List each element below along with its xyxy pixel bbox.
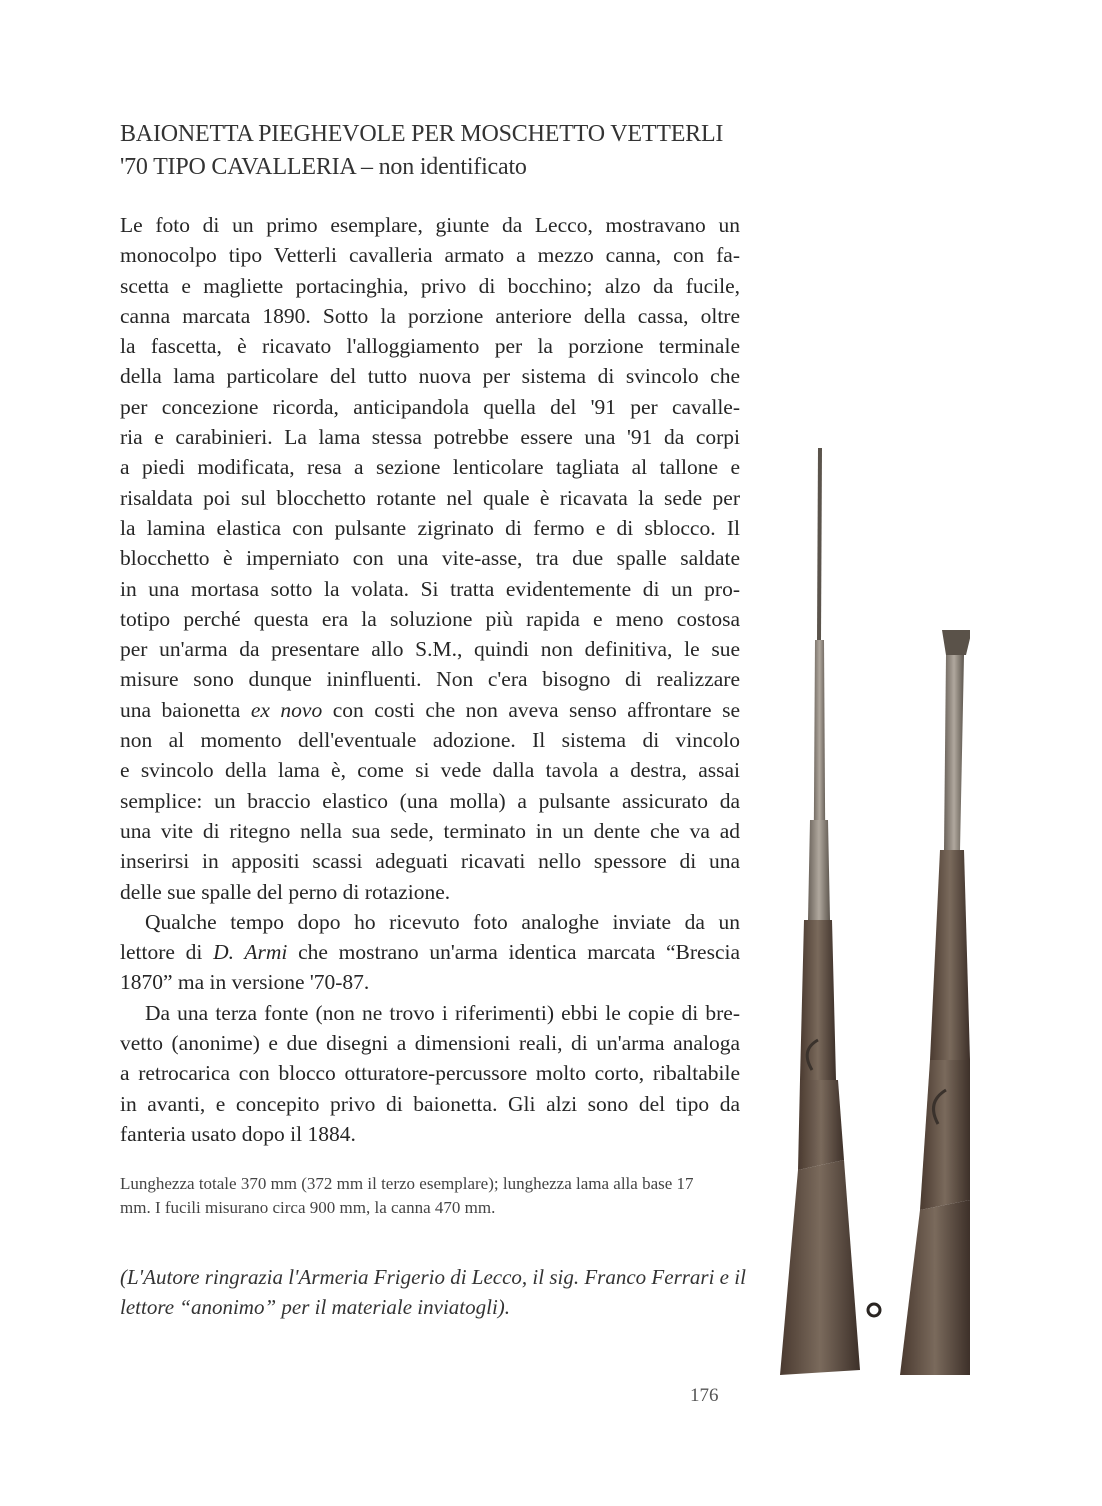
body-line: la fascetta, è ricavato l'alloggiamento per la porzione terminale xyxy=(120,334,740,359)
rifle-with-bayonet xyxy=(780,448,880,1375)
body-line: risaldata poi sul blocchetto rotante nel quale è ricavata la sede per xyxy=(120,485,740,510)
page-title xyxy=(120,118,760,184)
body-line: fanteria usato dopo il 1884. xyxy=(120,1121,356,1146)
body-line: totipo perché questa era la soluzione più rapida e meno costosa xyxy=(120,606,740,631)
body-line: una vite di ritegno nella sua sede, terminato in un dente che va ad xyxy=(120,818,740,843)
body-line: canna marcata 1890. Sotto la porzione anteriore della cassa, oltre xyxy=(120,303,740,328)
body-line: Le foto di un primo esemplare, giunte da Lecco, mostravano un xyxy=(120,213,740,237)
body-line: Qualche tempo dopo ho ricevuto foto analoghe inviate da un xyxy=(145,909,740,934)
title-line-2: '70 TIPO CAVALLERIA – non identificato xyxy=(120,154,527,180)
caption-line-1: Lunghezza totale 370 mm (372 mm il terzo esemplare); lunghezza lama alla base 17 xyxy=(120,1174,694,1193)
acknowledgement-line-2: lettore “anonimo” per il materiale inviatogli). xyxy=(120,1295,511,1319)
body-line: scetta e magliette portacinghia, privo di bocchino; alzo da fucile, xyxy=(120,273,740,298)
body-line: in avanti, e concepito privo di baionetta. Gli alzi sono del tipo da xyxy=(120,1091,740,1116)
italic-term: D. Armi xyxy=(213,940,288,965)
italic-term: ex novo xyxy=(250,697,323,722)
body-line: vetto (anonime) e due disegni a dimensioni reali, di un'arma analoga xyxy=(120,1031,740,1056)
body-line: a retrocarica con blocco otturatore-percussore molto corto, ribaltabile xyxy=(120,1061,740,1086)
body-text xyxy=(120,210,740,1149)
body-line: 1870” ma in versione '70-87. xyxy=(120,970,370,995)
body-line: Da una terza fonte (non ne trovo i riferimenti) ebbi le copie di bre- xyxy=(145,1000,740,1025)
body-line: per concezione ricorda, anticipandola quella del '91 per cavalle- xyxy=(120,394,740,419)
page-number: 176 xyxy=(690,1385,719,1406)
body-line: delle sue spalle del perno di rotazione. xyxy=(120,879,451,904)
rifles-photo xyxy=(760,440,970,1380)
text-run: lettore di xyxy=(120,940,214,965)
acknowledgement xyxy=(120,1262,760,1322)
text-run: che mostrano un'arma identica marcata “Brescia xyxy=(287,940,741,965)
body-line: misure sono dunque ininfluenti. Non c'era bisogno di realizzare xyxy=(120,667,740,692)
caption-line-2: mm. I fucili misurano circa 900 mm, la canna 470 mm. xyxy=(120,1197,496,1217)
body-line: semplice: un braccio elastico (una molla) a pulsante assicurato da xyxy=(120,788,740,813)
caption xyxy=(120,1172,750,1219)
body-line: in una mortasa sotto la volata. Si tratta evidentemente di un pro- xyxy=(120,576,740,601)
body-line: monocolpo tipo Vetterli cavalleria armato a mezzo canna, con fa- xyxy=(120,243,740,268)
body-line: ria e carabinieri. La lama stessa potrebbe essere una '91 da corpi xyxy=(120,425,740,450)
body-line-italic xyxy=(120,695,740,725)
text-run: una baionetta xyxy=(120,697,251,722)
text-run: con costi che non aveva senso affrontare se xyxy=(322,697,741,722)
rifle-without-bayonet xyxy=(900,630,970,1375)
body-line: non al momento dell'eventuale adozione. Il sistema di vincolo xyxy=(120,728,740,753)
body-line: della lama particolare del tutto nuova per sistema di svincolo che xyxy=(120,364,740,389)
acknowledgement-line-1: (L'Autore ringrazia l'Armeria Frigerio di Lecco, il sig. Franco Ferrari e il xyxy=(120,1265,746,1289)
body-line: blocchetto è imperniato con una vite-asse, tra due spalle saldate xyxy=(120,546,740,571)
body-line-italic xyxy=(120,937,740,967)
title-line-1: BAIONETTA PIEGHEVOLE PER MOSCHETTO VETTERLI xyxy=(120,121,724,147)
body-line: e svincolo della lama è, come si vede dalla tavola a destra, assai xyxy=(120,758,740,783)
body-line: per un'arma da presentare allo S.M., quindi non definitiva, le sue xyxy=(120,637,740,662)
rifles-photo-icon xyxy=(760,440,970,1380)
body-line: a piedi modificata, resa a sezione lenticolare tagliata al tallone e xyxy=(120,455,740,480)
body-line: la lamina elastica con pulsante zigrinato di fermo e di sblocco. Il xyxy=(120,515,740,540)
body-line: inserirsi in appositi scassi adeguati ricavati nello spessore di una xyxy=(120,849,740,874)
